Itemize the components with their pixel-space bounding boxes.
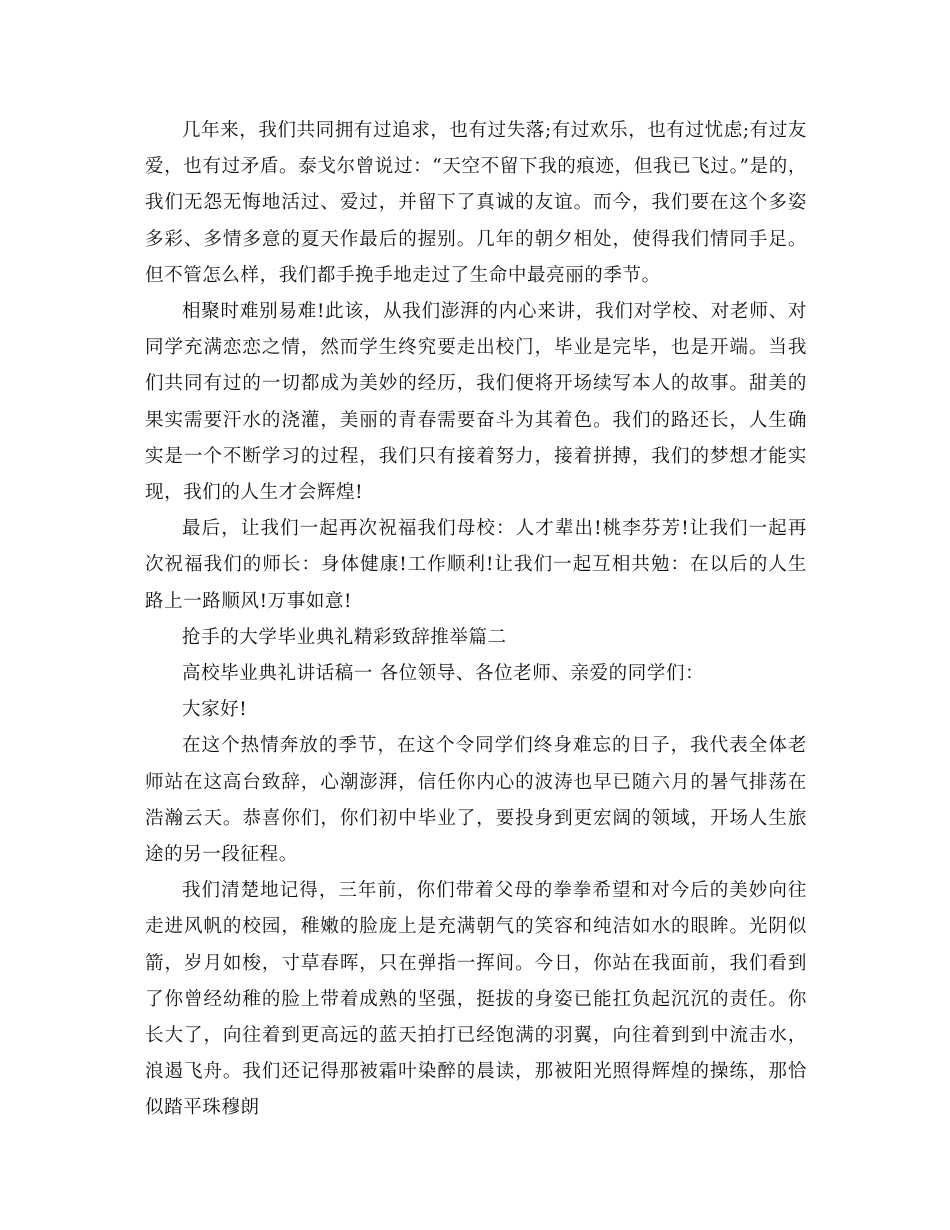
paragraph-congratulation: 在这个热情奔放的季节，在这个令同学们终身难忘的日子，我代表全体老师站在这高台致辞，心潮澎湃，信任你内心的波涛也早已随六月的暑气排荡在浩瀚云天。恭喜你们，你们初中毕业了，要投身到更宏阔的领域，开场人生旅途的另一段征程。 [145,735,807,866]
paragraph-reflection: 几年来，我们共同拥有过追求，也有过失落;有过欢乐，也有过忧虑;有过友爱，也有过矛盾。泰戈尔曾说过：“天空不留下我的痕迹，但我已飞过。”是的，我们无怨无悔地活过、爱过，并留下了真诚的友谊。而今，我们要在这个多姿多彩、多情多意的夏天作最后的握别。几年的朝夕相处，使得我们情同手足。但不管怎么样，我们都手挽手地走过了生命中最亮丽的季节。 [145,120,807,286]
paragraph-blessing: 最后，让我们一起再次祝福我们母校：人才辈出!桃李芬芳!让我们一起再次祝福我们的师长：身体健康!工作顺利!让我们一起互相共勉：在以后的人生路上一路顺风!万事如意! [145,518,807,612]
paragraph-farewell: 相聚时难别易难!此该，从我们澎湃的内心来讲，我们对学校、对老师、对同学充满恋恋之情，然而学生终究要走出校门，毕业是完毕，也是开端。当我们共同有过的一切都成为美妙的经历，我们便将开场续写本人的故事。甜美的果实需要汗水的浇灌，美丽的青春需要奋斗为其着色。我们的路还长，人生确实是一个不断学习的过程，我们只有接着努力，接着拼搏，我们的梦想才能实现，我们的人生才会辉煌! [145,301,807,504]
speech-title-line: 高校毕业典礼讲话稿一 各位领导、各位老师、亲爱的同学们： [182,663,705,685]
paragraph-memories: 我们清楚地记得，三年前，你们带着父母的拳拳希望和对今后的美妙向往走进风帆的校园，稚嫩的脸庞上是充满朝气的笑容和纯洁如水的眼眸。光阴似箭，岁月如梭，寸草春晖，只在弹指一挥间。今日，你站在我面前，我们看到了你曾经幼稚的脸上带着成熟的坚强，挺拔的身姿已能扛负起沉沉的责任。你长大了，向往着到更高远的蓝天拍打已经饱满的羽翼，向往着到到中流击水，浪遏飞舟。我们还记得那被霜叶染醉的晨读，那被阳光照得辉煌的操练，那恰似踏平珠穆朗 [145,880,807,1119]
section-heading: 抢手的大学毕业典礼精彩致辞推举篇二 [182,626,507,648]
document-body [145,113,807,1127]
greeting-line: 大家好! [182,699,248,721]
